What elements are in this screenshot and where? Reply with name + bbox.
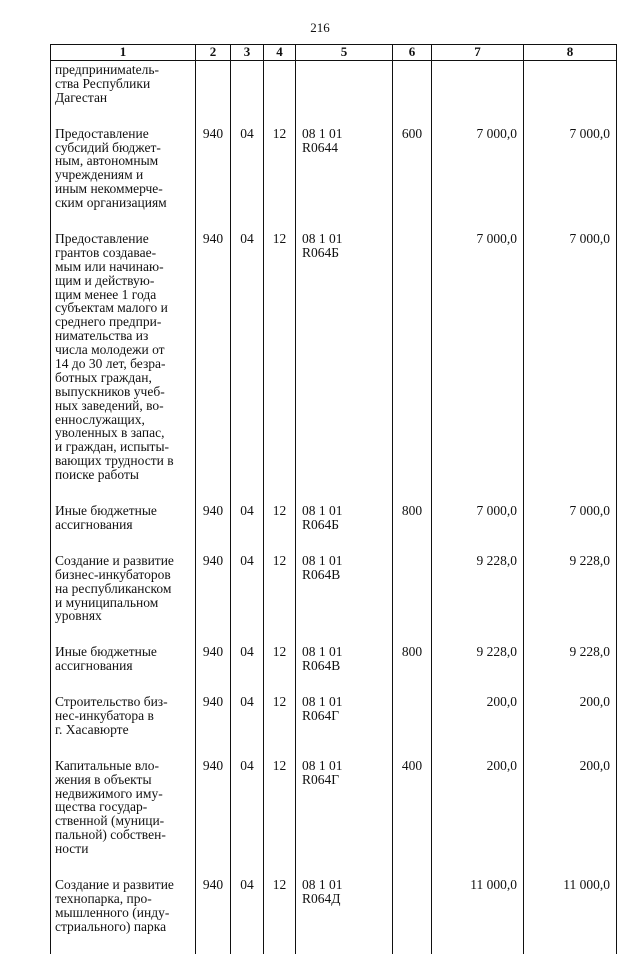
row-name-line: г. Хасавюрте	[55, 721, 129, 737]
amount-column-8	[524, 61, 617, 123]
ministry-code: 940	[196, 123, 231, 228]
row-name-line: ства Республики	[55, 75, 151, 91]
target-article-code-line: 08 1 01	[302, 694, 343, 710]
section-code: 04	[231, 500, 264, 550]
row-name-line: технопарка, про-	[55, 890, 152, 906]
target-article-code	[296, 550, 393, 641]
expense-type-code	[393, 550, 432, 641]
row-name-line: щим и действую-	[55, 272, 155, 288]
row-name	[51, 641, 196, 691]
target-article-code-line: R064Д	[302, 890, 341, 906]
row-name-line: ботных граждан,	[55, 369, 152, 385]
amount-column-7	[432, 61, 524, 123]
expense-type-code	[393, 228, 432, 500]
row-name	[51, 874, 196, 954]
row-name-line: ассигнования	[55, 516, 133, 532]
amount-column-7: 200,0	[432, 755, 524, 874]
row-name-line: Предоставление	[55, 125, 149, 141]
ministry-code: 940	[196, 500, 231, 550]
row-name-line: предпринимatель-	[55, 62, 159, 77]
row-name-line: щим менее 1 года	[55, 286, 157, 302]
amount-column-8: 200,0	[524, 691, 617, 755]
target-article-code	[296, 228, 393, 500]
row-name-line: Создание и развитие	[55, 552, 174, 568]
row-name-line: вающих трудности в	[55, 453, 174, 469]
amount-column-8: 7 000,0	[524, 123, 617, 228]
amount-column-7: 200,0	[432, 691, 524, 755]
subsection-code: 12	[264, 123, 296, 228]
row-name-line: субъектам малого и	[55, 300, 168, 316]
target-article-code	[296, 755, 393, 874]
section-code	[231, 61, 264, 123]
row-name-line: учреждениям и	[55, 167, 144, 183]
row-name-line: жения в объекты	[55, 771, 152, 787]
table-row	[51, 874, 617, 954]
row-name-line: ных заведений, во-	[55, 397, 164, 413]
expense-type-code: 800	[393, 500, 432, 550]
expense-type-code	[393, 874, 432, 954]
row-name-line: нимательства из	[55, 328, 149, 344]
target-article-code-line: 08 1 01	[302, 231, 343, 247]
target-article-code-line: R064Г	[302, 771, 340, 787]
row-name-line: 14 до 30 лет, безра-	[55, 356, 166, 372]
column-header-4: 4	[264, 45, 296, 61]
section-code: 04	[231, 641, 264, 691]
table-row	[51, 61, 617, 123]
row-name-line: бизнес-инкубаторов	[55, 566, 171, 582]
target-article-code-line: 08 1 01	[302, 644, 343, 660]
section-code: 04	[231, 228, 264, 500]
section-code: 04	[231, 874, 264, 954]
row-name-line: стриального) парка	[55, 918, 167, 934]
target-article-code-line: R064Г	[302, 707, 340, 723]
row-name-line: Капитальные вло-	[55, 757, 159, 773]
column-header-3: 3	[231, 45, 264, 61]
target-article-code	[296, 691, 393, 755]
ministry-code: 940	[196, 691, 231, 755]
amount-column-7: 9 228,0	[432, 641, 524, 691]
page-number: 216	[310, 20, 330, 35]
table-row	[51, 500, 617, 550]
table-row	[51, 755, 617, 874]
column-header-8: 8	[524, 45, 617, 61]
subsection-code: 12	[264, 874, 296, 954]
row-name-line: ственной (муници-	[55, 813, 165, 829]
target-article-code-line: R064Б	[302, 244, 340, 260]
row-name	[51, 500, 196, 550]
row-name-line: среднего предпри-	[55, 314, 162, 330]
section-code: 04	[231, 123, 264, 228]
target-article-code-line: R064В	[302, 566, 341, 582]
budget-table	[50, 44, 617, 954]
amount-column-8: 200,0	[524, 755, 617, 874]
target-article-code-line: 08 1 01	[302, 552, 343, 568]
section-code: 04	[231, 691, 264, 755]
amount-column-8: 7 000,0	[524, 500, 617, 550]
target-article-code	[296, 641, 393, 691]
row-name-line: числа молодежи от	[55, 342, 165, 358]
section-code: 04	[231, 550, 264, 641]
column-header-5: 5	[296, 45, 393, 61]
row-name-line: ности	[55, 841, 89, 857]
target-article-code-line: 08 1 01	[302, 757, 343, 773]
row-name	[51, 61, 196, 123]
row-name-line: ским организациям	[55, 195, 167, 211]
row-name-line: мым или начинаю-	[55, 258, 164, 274]
expense-type-code	[393, 691, 432, 755]
row-name-line: уровнях	[55, 608, 102, 624]
row-name-line: щества государ-	[55, 799, 148, 815]
amount-column-7: 7 000,0	[432, 500, 524, 550]
amount-column-7: 7 000,0	[432, 228, 524, 500]
table-header	[51, 45, 617, 61]
table-row	[51, 550, 617, 641]
expense-type-code	[393, 61, 432, 123]
row-name-line: Строительство биз-	[55, 694, 168, 710]
expense-type-code: 400	[393, 755, 432, 874]
target-article-code-line: 08 1 01	[302, 125, 343, 141]
row-name-line: и граждан, испыты-	[55, 439, 170, 455]
table-row	[51, 228, 617, 500]
subsection-code: 12	[264, 500, 296, 550]
target-article-code	[296, 123, 393, 228]
row-name-line: Предоставление	[55, 231, 149, 247]
table-row	[51, 691, 617, 755]
target-article-code	[296, 500, 393, 550]
expense-type-code: 800	[393, 641, 432, 691]
column-header-7: 7	[432, 45, 524, 61]
row-name-line: грантов создавае-	[55, 244, 157, 260]
ministry-code	[196, 61, 231, 123]
table-row	[51, 123, 617, 228]
ministry-code: 940	[196, 228, 231, 500]
amount-column-7: 11 000,0	[432, 874, 524, 954]
target-article-code-line: R064В	[302, 658, 341, 674]
column-header-6: 6	[393, 45, 432, 61]
row-name-line: ассигнования	[55, 658, 133, 674]
row-name-line: нес-инкубатора в	[55, 707, 154, 723]
target-article-code-line: 08 1 01	[302, 503, 343, 519]
ministry-code: 940	[196, 550, 231, 641]
amount-column-8: 11 000,0	[524, 874, 617, 954]
amount-column-7: 9 228,0	[432, 550, 524, 641]
row-name-line: уволенных в запас,	[55, 425, 165, 441]
table-body	[51, 61, 617, 954]
amount-column-8: 7 000,0	[524, 228, 617, 500]
expense-type-code: 600	[393, 123, 432, 228]
target-article-code-line: R0644	[302, 139, 339, 155]
column-header-2: 2	[196, 45, 231, 61]
column-header-1: 1	[51, 45, 196, 61]
amount-column-7: 7 000,0	[432, 123, 524, 228]
amount-column-8: 9 228,0	[524, 641, 617, 691]
row-name-line: субсидий бюджет-	[55, 139, 161, 155]
row-name	[51, 123, 196, 228]
ministry-code: 940	[196, 874, 231, 954]
section-code: 04	[231, 755, 264, 874]
target-article-code	[296, 874, 393, 954]
row-name-line: еннослужащих,	[55, 411, 145, 427]
subsection-code: 12	[264, 228, 296, 500]
row-name-line: Создание и развитие	[55, 876, 174, 892]
row-name-line: иным некоммерче-	[55, 181, 163, 197]
ministry-code: 940	[196, 755, 231, 874]
row-name-line: и муниципальном	[55, 594, 159, 610]
row-name-line: выпускников учеб-	[55, 383, 165, 399]
row-name-line: ным, автономным	[55, 153, 159, 169]
subsection-code: 12	[264, 641, 296, 691]
target-article-code-line: 08 1 01	[302, 876, 343, 892]
target-article-code	[296, 61, 393, 123]
subsection-code: 12	[264, 755, 296, 874]
table-row	[51, 641, 617, 691]
row-name-line: мышленного (инду-	[55, 904, 170, 920]
row-name-line: Дагестан	[55, 89, 108, 105]
row-name-line: на республиканском	[55, 580, 172, 596]
ministry-code: 940	[196, 641, 231, 691]
subsection-code: 12	[264, 691, 296, 755]
row-name-line: Иные бюджетные	[55, 503, 157, 519]
subsection-code: 12	[264, 550, 296, 641]
amount-column-8: 9 228,0	[524, 550, 617, 641]
row-name	[51, 550, 196, 641]
row-name-line: недвижимого иму-	[55, 785, 163, 801]
row-name-line: поиске работы	[55, 467, 139, 483]
row-name-line: Иные бюджетные	[55, 644, 157, 660]
row-name	[51, 228, 196, 500]
row-name	[51, 755, 196, 874]
subsection-code	[264, 61, 296, 123]
row-name-line: пальной) собствен-	[55, 827, 166, 843]
row-name	[51, 691, 196, 755]
target-article-code-line: R064Б	[302, 516, 340, 532]
